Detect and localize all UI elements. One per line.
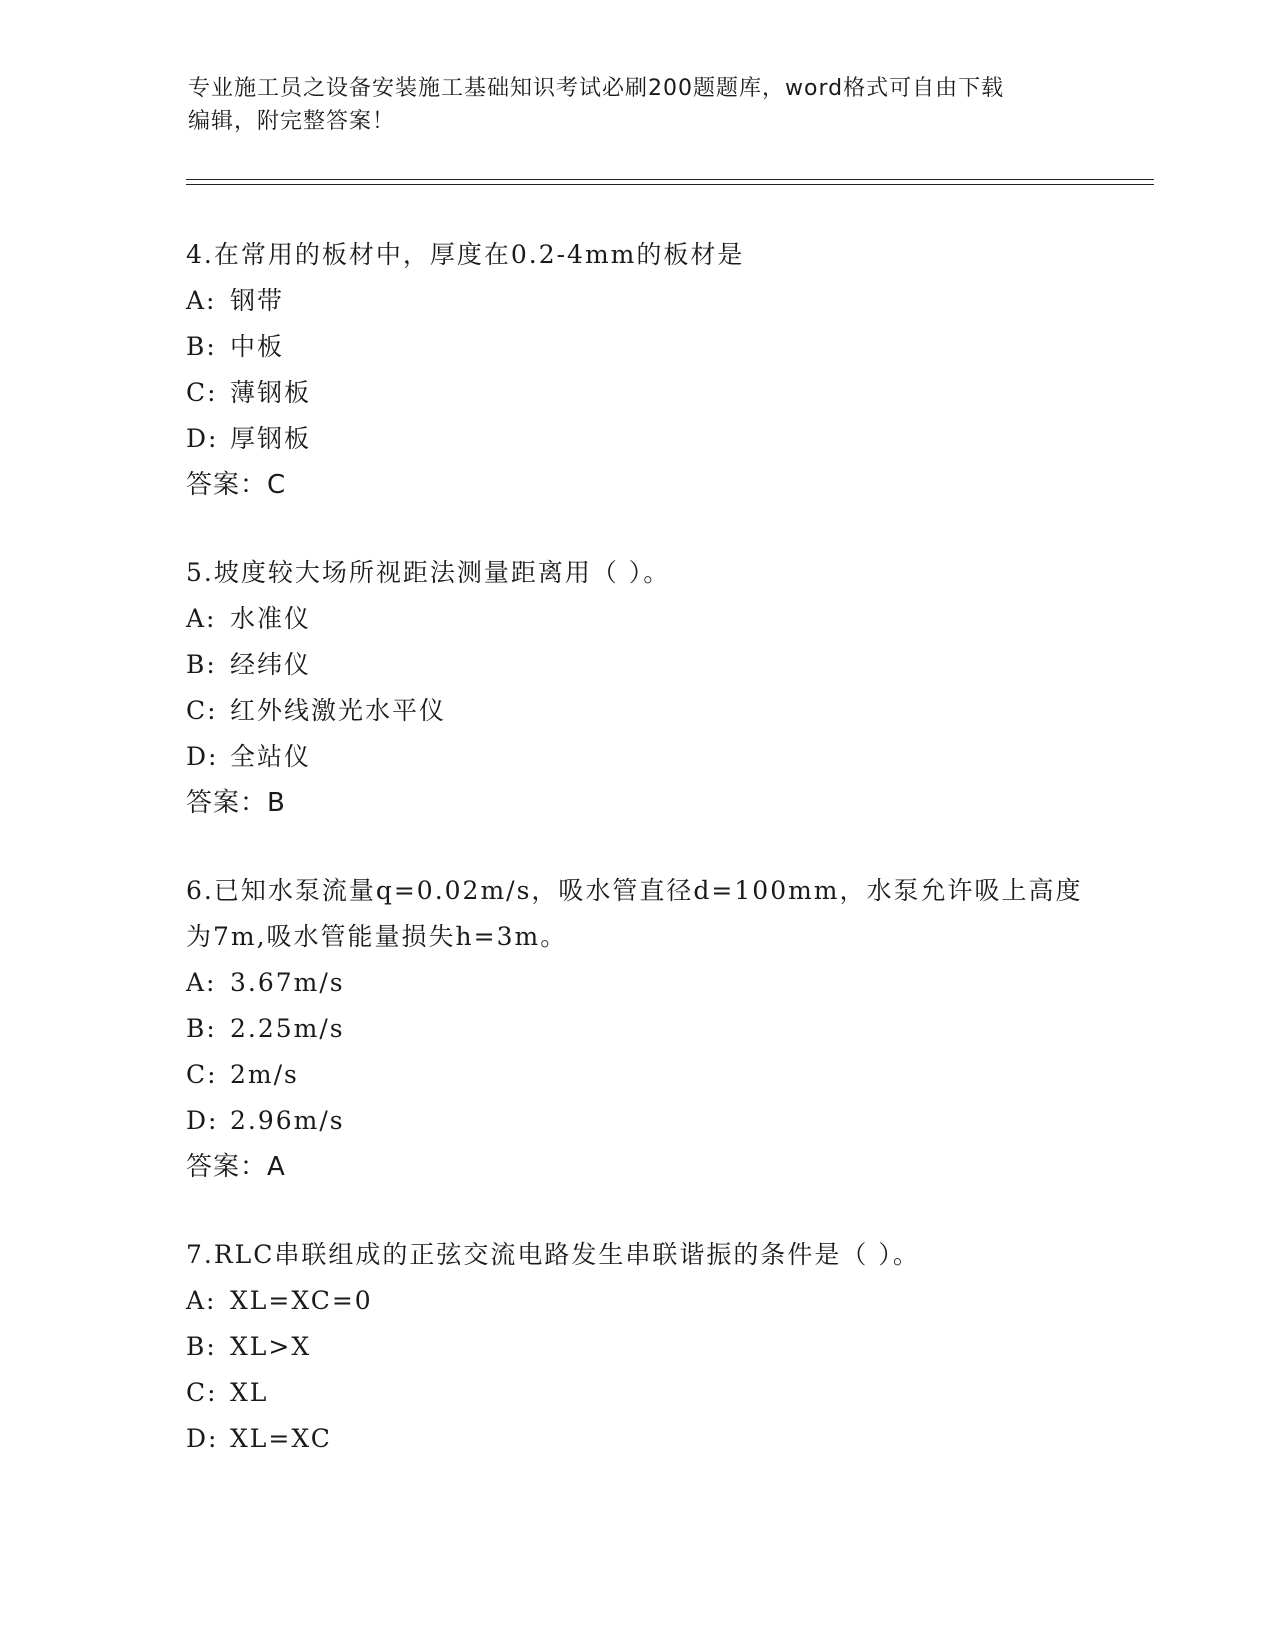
- option-label: A:: [186, 286, 217, 315]
- option-a: [186, 1278, 1126, 1324]
- question-6: [186, 868, 1126, 1190]
- option-label: B:: [186, 1332, 217, 1361]
- option-c: [186, 1370, 1126, 1416]
- question-stem: 6.已知水泵流量q=0.02m/s，吸水管直径d=100mm，水泵允许吸上高度: [186, 876, 1083, 905]
- option-text: 薄钢板: [230, 378, 312, 407]
- option-label: B:: [186, 332, 217, 361]
- option-a: [186, 278, 1126, 324]
- option-text: 红外线激光水平仪: [230, 696, 447, 725]
- option-label: C:: [186, 696, 218, 725]
- option-a: [186, 596, 1126, 642]
- option-text: XL>X: [230, 1332, 312, 1361]
- option-label: C:: [186, 378, 218, 407]
- option-label: A:: [186, 1286, 217, 1315]
- question-stem: 5.坡度较大场所视距法测量距离用（ ）。: [186, 558, 671, 587]
- option-label: D:: [186, 1424, 219, 1453]
- option-text: XL: [230, 1378, 269, 1407]
- option-text: XL=XC: [230, 1424, 332, 1453]
- option-a: [186, 960, 1126, 1006]
- question-stem: 7.RLC串联组成的正弦交流电路发生串联谐振的条件是（ ）。: [186, 1240, 920, 1269]
- question-4: [186, 232, 1126, 508]
- answer-line: 答案：B: [186, 788, 286, 818]
- option-c: [186, 688, 1126, 734]
- option-label: D:: [186, 742, 219, 771]
- option-label: C:: [186, 1378, 218, 1407]
- question-list: [186, 232, 1126, 1504]
- option-text: 全站仪: [230, 742, 312, 771]
- header-line-1: 专业施工员之设备安装施工基础知识考试必刷200题题库，word格式可自由下载: [188, 76, 1005, 101]
- answer-line: 答案：A: [186, 1152, 286, 1182]
- option-label: B:: [186, 650, 217, 679]
- option-text: 钢带: [230, 286, 285, 315]
- question-stem: 4.在常用的板材中，厚度在0.2-4mm的板材是: [186, 240, 745, 269]
- question-5: [186, 550, 1126, 826]
- question-7: [186, 1232, 1126, 1462]
- answer-line: 答案：C: [186, 470, 287, 500]
- option-text: 2.25m/s: [230, 1014, 345, 1043]
- option-text: XL=XC=0: [230, 1286, 373, 1315]
- option-b: [186, 324, 1126, 370]
- option-label: A:: [186, 604, 217, 633]
- option-b: [186, 1324, 1126, 1370]
- option-text: 水准仪: [230, 604, 312, 633]
- option-text: 2m/s: [230, 1060, 299, 1089]
- option-c: [186, 1052, 1126, 1098]
- header-divider-bottom: [186, 184, 1154, 185]
- header-divider-top: [186, 179, 1154, 180]
- option-c: [186, 370, 1126, 416]
- option-text: 3.67m/s: [230, 968, 345, 997]
- option-d: [186, 1416, 1126, 1462]
- option-label: B:: [186, 1014, 217, 1043]
- option-d: [186, 416, 1126, 462]
- question-stem-continued: 为7m,吸水管能量损失h=3m。: [186, 922, 568, 951]
- option-text: 2.96m/s: [230, 1106, 345, 1135]
- header-line-2: 编辑，附完整答案！: [188, 109, 396, 134]
- option-b: [186, 1006, 1126, 1052]
- document-header: [188, 72, 1088, 138]
- option-label: D:: [186, 424, 219, 453]
- option-d: [186, 1098, 1126, 1144]
- option-label: C:: [186, 1060, 218, 1089]
- option-label: A:: [186, 968, 217, 997]
- option-text: 中板: [230, 332, 285, 361]
- option-d: [186, 734, 1126, 780]
- option-label: D:: [186, 1106, 219, 1135]
- option-text: 厚钢板: [230, 424, 312, 453]
- option-b: [186, 642, 1126, 688]
- option-text: 经纬仪: [230, 650, 312, 679]
